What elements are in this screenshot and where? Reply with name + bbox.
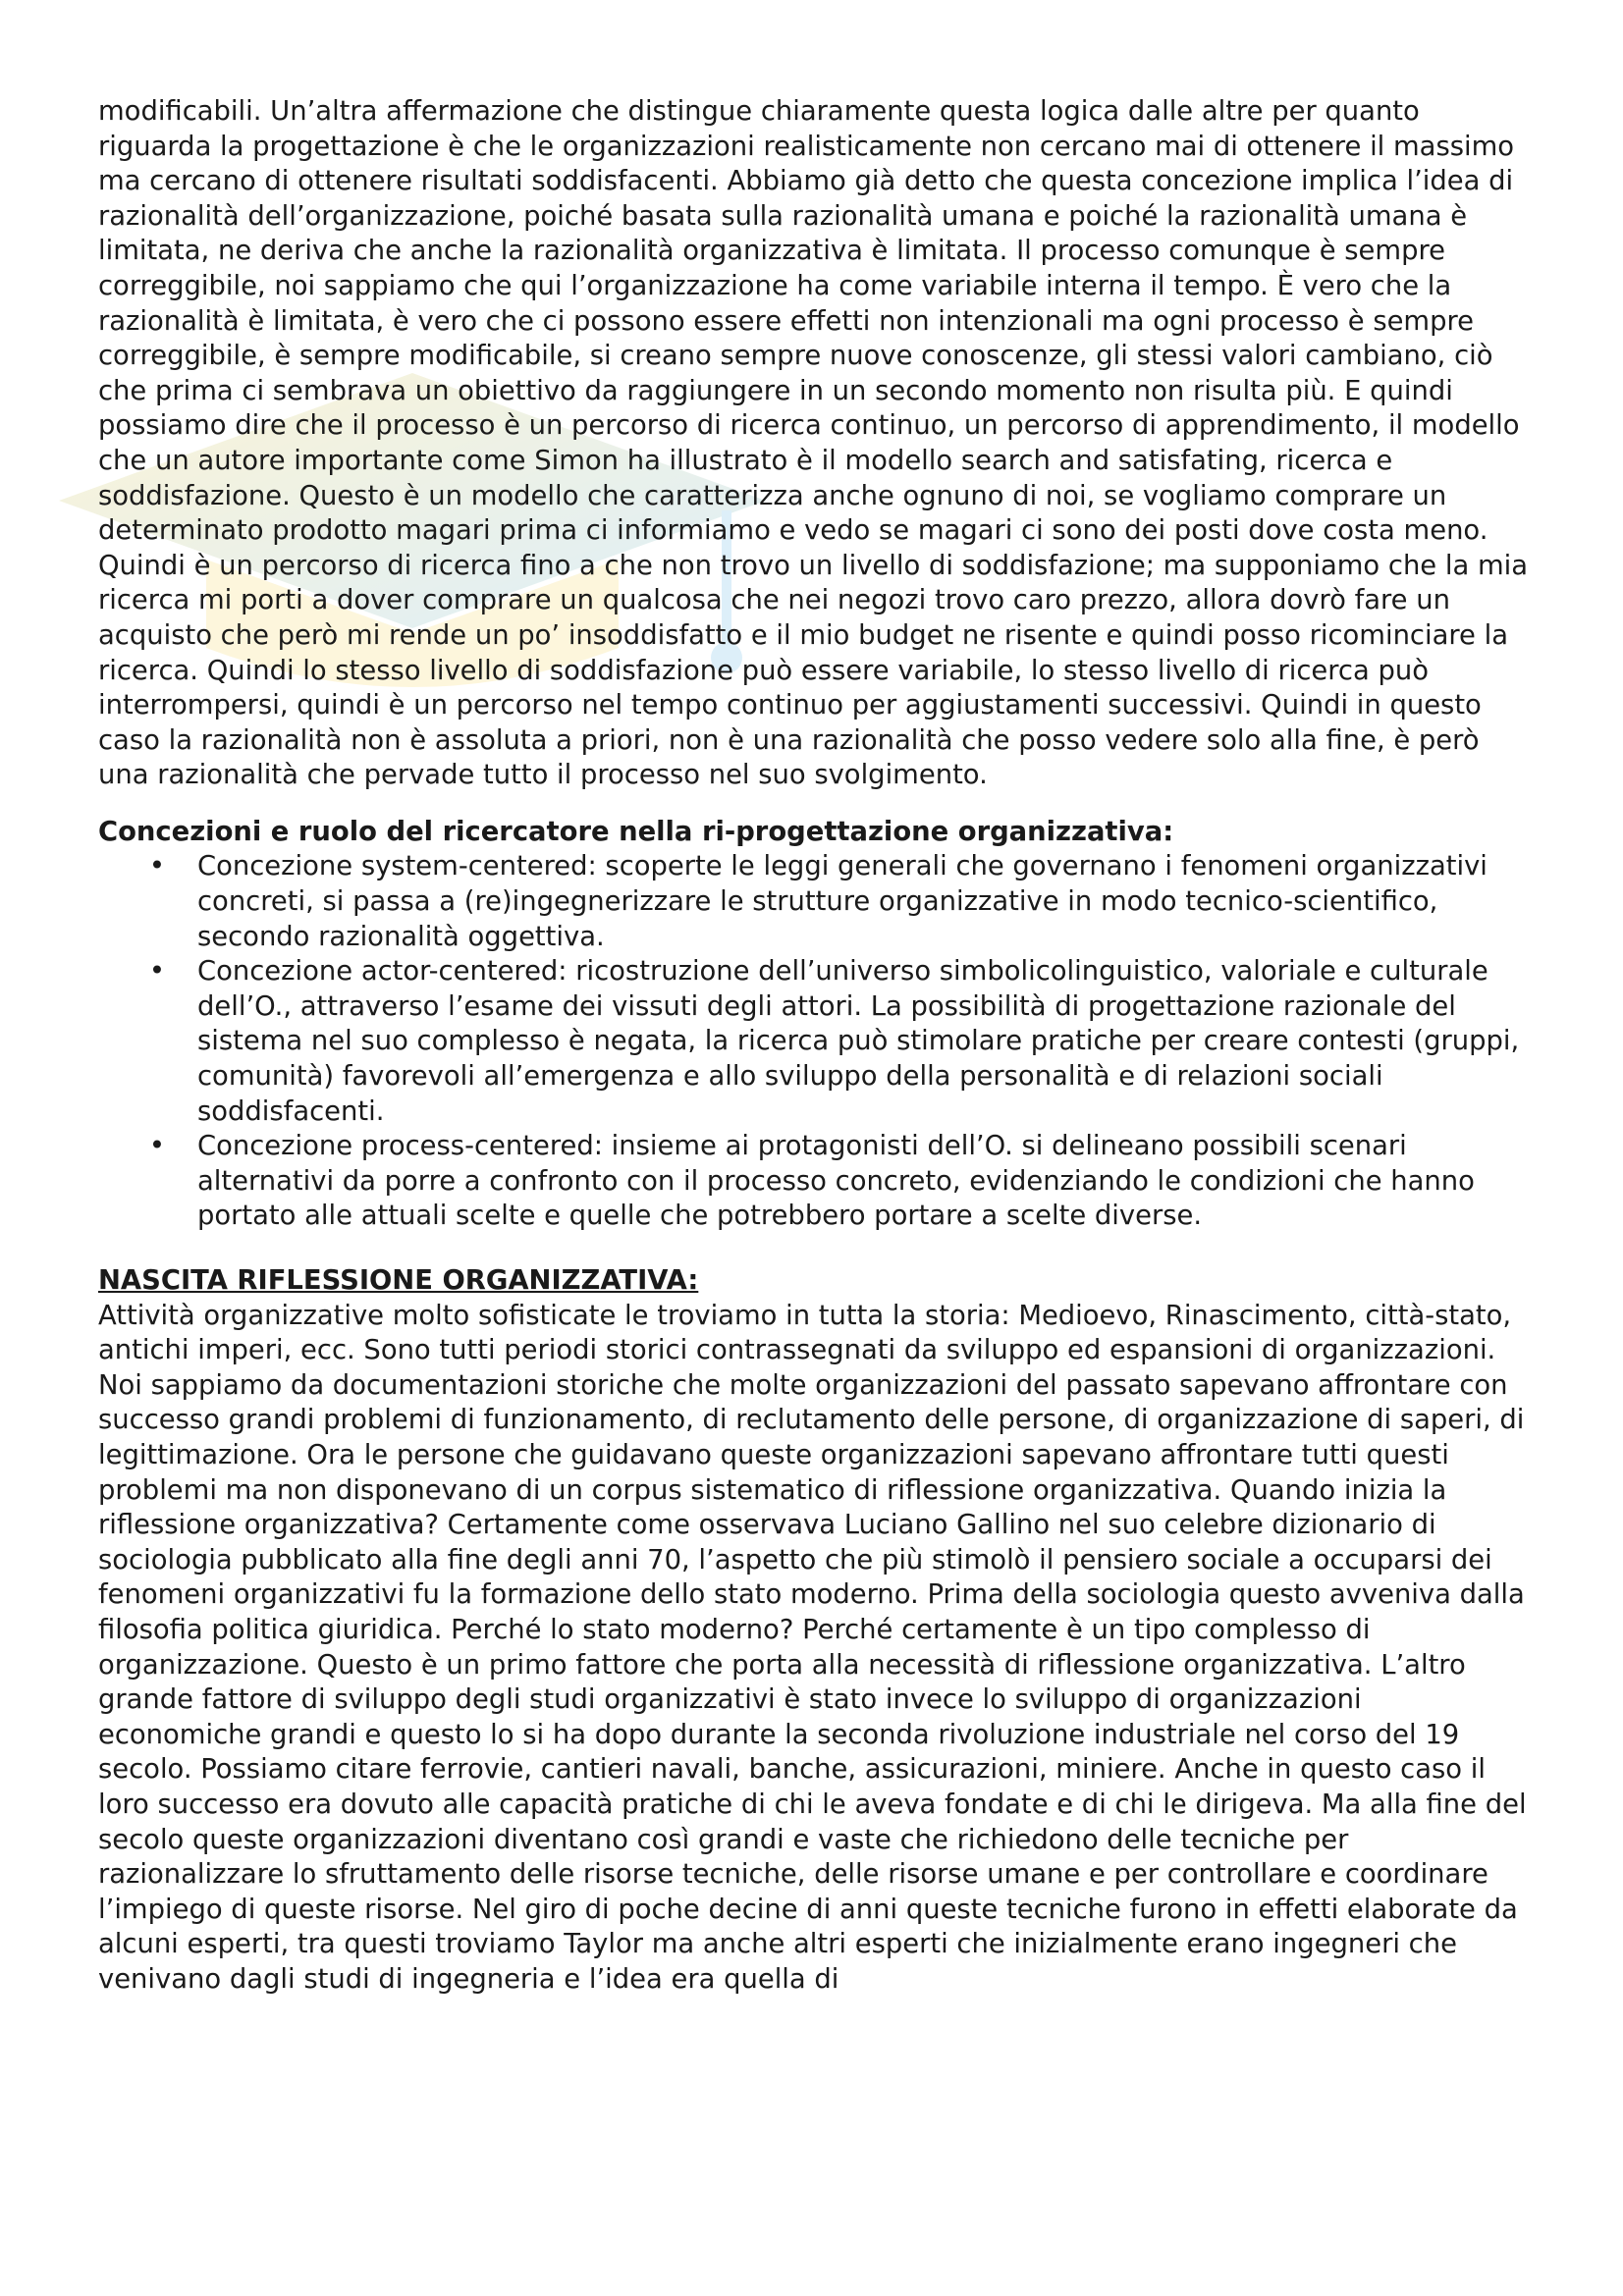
paragraph-nascita-riflessione: Attività organizzative molto sofisticate le troviamo in tutta la storia: Medioevo, Rinascimento, città-stato, antichi imperi, ecc. Sono tutti periodi storici contrassegnati da sviluppo ed espansioni di organizzazioni. Noi sappiamo da documentazioni storiche che molte organizzazioni del passato sapevano affrontare con successo grandi problemi di funzionamento, di reclutamento delle persone, di organizzazione di saperi, di legittimazione. Ora le persone che guidavano queste organizzazioni sapevano affrontare tutti questi problemi ma non disponevano di un corpus sistematico di riflessione organizzativa. Quando inizia la riflessione organizzativa? Certamente come osservava Luciano Gallino nel suo celebre dizionario di sociologia pubblicato alla fine degli anni 70, l’aspetto che più stimolò il pensiero sociale a occuparsi dei fenomeni organizzativi fu la formazione dello stato moderno. Prima della sociologia questo avveniva dalla filosofia politica giuridica. Perché lo stato moderno? Perché certamente è un tipo complesso di organizzazione. Questo è un primo fattore che porta alla necessità di riflessione organizzativa. L’altro grande fattore di sviluppo degli studi organizzativi è stato invece lo sviluppo di organizzazioni economiche grandi e questo lo si ha dopo durante la seconda rivoluzione industriale nel corso del 19 secolo. Possiamo citare ferrovie, cantieri navali, banche, assicurazioni, miniere. Anche in questo caso il loro successo era dovuto alle capacità pratiche di chi le aveva fondate e di chi le dirigeva. Ma alla fine del secolo queste organizzazioni diventano così grandi e vaste che richiedono delle tecniche per razionalizzare lo sfruttamento delle risorse tecniche, delle risorse umane e per controllare e coordinare l’impiego di queste risorse. Nel giro di poche decine di anni queste tecniche furono in effetti elaborate da alcuni esperti, tra questi troviamo Taylor ma anche altri esperti che inizialmente erano ingegneri che venivano dagli studi di ingegneria e l’idea era quella di	[98, 1300, 1527, 1995]
heading-concezioni: Concezioni e ruolo del ricercatore nella ri-progettazione organizzativa:	[98, 816, 1174, 847]
heading-nascita-riflessione: NASCITA RIFLESSIONE ORGANIZZATIVA:	[98, 1265, 699, 1296]
bullet-dot-icon: •	[148, 851, 166, 882]
bullet-dot-icon: •	[148, 956, 166, 988]
bullet-text: Concezione system-centered: scoperte le leggi generali che governano i fenomeni organizzativi concreti, si passa a (re)ingegnerizzare le strutture organizzative in modo tecnico-scientifico, secondo razionalità oggettiva.	[197, 851, 1488, 952]
bullet-dot-icon: •	[148, 1131, 166, 1162]
paragraph-simon-model: modificabili. Un’altra affermazione che distingue chiaramente questa logica dalle altre per quanto riguarda la progettazione è che le organizzazioni realisticamente non cercano mai di ottenere il massimo ma cercano di ottenere risultati soddisfacenti. Abbiamo già detto che questa concezione implica l’idea di razionalità dell’organizzazione, poiché basata sulla razionalità umana e poiché la razionalità umana è limitata, ne deriva che anche la razionalità organizzativa è limitata. Il processo comunque è sempre correggibile, noi sappiamo che qui l’organizzazione ha come variabile interna il tempo. È vero che la razionalità è limitata, è vero che ci possono essere effetti non intenzionali ma ogni processo è sempre correggibile, è sempre modificabile, si creano sempre nuove conoscenze, gli stessi valori cambiano, ciò che prima ci sembrava un obiettivo da raggiungere in un secondo momento non risulta più. E quindi possiamo dire che il processo è un percorso di ricerca continuo, un percorso di apprendimento, il modello che un autore importante come Simon ha illustrato è il modello search and satisfating, ricerca e soddisfazione. Questo è un modello che caratterizza anche ognuno di noi, se vogliamo comprare un determinato prodotto magari prima ci informiamo e vedo se magari ci sono dei posti dove costa meno. Quindi è un percorso di ricerca fino a che non trovo un livello di soddisfazione; ma supponiamo che la mia ricerca mi porti a dover comprare un qualcosa che nei negozi trovo caro prezzo, allora dovrò fare un acquisto che però mi rende un po’ insoddisfatto e il mio budget ne risente e quindi posso ricominciare la ricerca. Quindi lo stesso livello di soddisfazione può essere variabile, lo stesso livello di ricerca può interrompersi, quindi è un percorso nel tempo continuo per aggiustamenti successivi. Quindi in questo caso la razionalità non è assoluta a priori, non è una razionalità che posso vedere solo alla fine, è però una razionalità che pervade tutto il processo nel suo svolgimento.	[98, 96, 1529, 791]
bullet-text: Concezione actor-centered: ricostruzione dell’universo simbolicolinguistico, valoriale e culturale dell’O., attraverso l’esame dei vissuti degli attori. La possibilità di progettazione razionale del sistema nel suo complesso è negata, la ricerca può stimolare pratiche per creare contesti (gruppi, comunità) favorevoli all’emergenza e allo sviluppo della personalità e di relazioni sociali soddisfacenti.	[197, 956, 1520, 1127]
document-body	[98, 94, 1532, 1997]
bullet-item-process-centered	[98, 1129, 1532, 1234]
bullet-text: Concezione process-centered: insieme ai protagonisti dell’O. si delineano possibili scenari alternativi da porre a confronto con il processo concreto, evidenziando le condizioni che hanno portato alle attuali scelte e quelle che potrebbero portare a scelte diverse.	[197, 1131, 1475, 1232]
bullet-list-concezioni	[98, 849, 1532, 1234]
bullet-item-actor-centered	[98, 954, 1532, 1129]
bullet-item-system-centered	[98, 849, 1532, 954]
